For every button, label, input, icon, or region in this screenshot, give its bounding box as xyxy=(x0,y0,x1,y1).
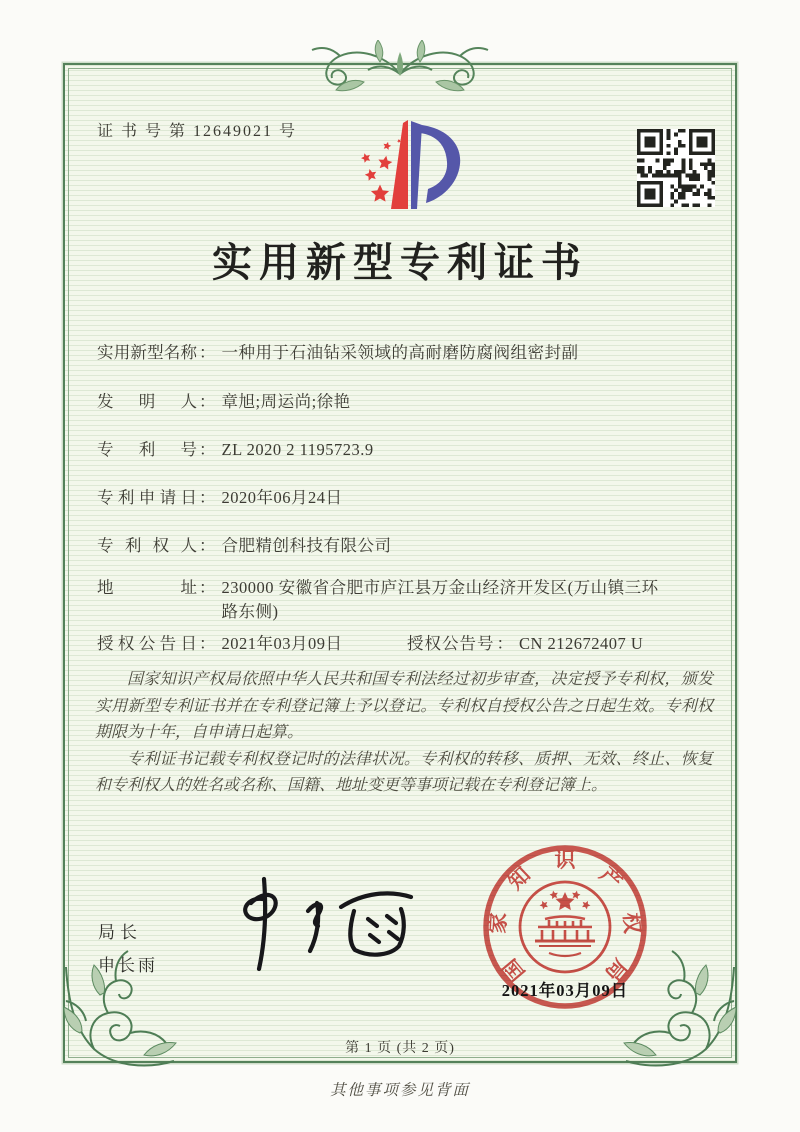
field-label: 发明人 xyxy=(97,392,197,411)
field-label: 授权公告号 xyxy=(407,634,495,653)
field-colon: ： xyxy=(199,634,216,653)
field-label: 专利权人 xyxy=(97,536,197,555)
field-row-grant-date-and-number xyxy=(97,632,707,656)
svg-text:识: 识 xyxy=(554,848,576,872)
field-value: 2021年03月09日 xyxy=(221,634,343,653)
field-value: ZL 2020 2 1195723.9 xyxy=(221,440,374,459)
cnipa-logo-icon xyxy=(352,117,468,213)
commissioner-name: 申长雨 xyxy=(98,956,158,975)
certificate-number: 证 书 号 第 12649021 号 xyxy=(97,123,298,140)
page-number: 第 1 页 (共 2 页) xyxy=(345,1041,455,1056)
field-value: 2020年06月24日 xyxy=(221,488,343,507)
field-value: 章旭;周运尚;徐艳 xyxy=(221,392,351,411)
field-label: 授权公告日 xyxy=(97,634,197,653)
field-colon: ： xyxy=(199,343,216,362)
grant-number-group xyxy=(407,632,643,656)
svg-text:权: 权 xyxy=(619,911,645,935)
svg-text:国: 国 xyxy=(497,954,530,986)
field-colon: ： xyxy=(199,488,216,507)
field-row-filing-date xyxy=(97,486,343,510)
field-label: 实用新型名称 xyxy=(97,343,197,362)
field-label: 地址 xyxy=(97,578,197,597)
field-colon: ： xyxy=(199,578,216,597)
field-value: 一种用于石油钻采领域的高耐磨防腐阀组密封副 xyxy=(221,343,579,362)
field-row-address xyxy=(97,576,674,624)
field-colon: ： xyxy=(199,392,216,411)
svg-text:产: 产 xyxy=(595,862,627,895)
top-border-flourish-icon xyxy=(280,40,520,96)
certificate-title: 实用新型专利证书 xyxy=(212,240,588,285)
back-side-note: 其他事项参见背面 xyxy=(329,1082,470,1099)
legal-paragraph: 专利证书记载专利权登记时的法律状况。专利权的转移、质押、无效、终止、恢复和专利权人的姓名或名称、国籍、地址变更等事项记载在专利登记簿上。 xyxy=(95,750,713,794)
field-value: 230000 安徽省合肥市庐江县万金山经济开发区(万山镇三环路东侧) xyxy=(221,578,659,621)
field-colon: ： xyxy=(199,536,216,555)
seal-national-emblem xyxy=(520,882,610,972)
legal-paragraph: 国家知识产权局依照中华人民共和国专利法经过初步审查，决定授予专利权，颁发实用新型专利证书并在专利登记簿上予以登记。专利权自授权公告之日起生效。专利权期限为十年，自申请日起算。 xyxy=(95,671,713,741)
field-label: 专利号 xyxy=(97,440,197,459)
field-row-inventors xyxy=(97,390,351,414)
svg-text:局: 局 xyxy=(600,954,633,986)
field-value: CN 212672407 U xyxy=(519,634,644,653)
svg-text:家: 家 xyxy=(485,911,511,935)
field-colon: ： xyxy=(496,634,513,653)
field-row-patentee xyxy=(97,534,392,558)
handwritten-signature-icon xyxy=(213,873,428,983)
field-value: 合肥精创科技有限公司 xyxy=(221,536,392,555)
commissioner-title: 局长 xyxy=(98,923,142,942)
certificate-frame xyxy=(63,63,737,1063)
qr-code xyxy=(637,129,715,207)
field-row-utility-model-name xyxy=(97,341,579,365)
seal-date: 2021年03月09日 xyxy=(501,981,629,1000)
legal-text-block xyxy=(95,667,713,800)
field-label: 专利申请日 xyxy=(97,488,197,507)
svg-text:知: 知 xyxy=(503,862,535,895)
field-row-patent-number xyxy=(97,438,374,462)
field-colon: ： xyxy=(199,440,216,459)
